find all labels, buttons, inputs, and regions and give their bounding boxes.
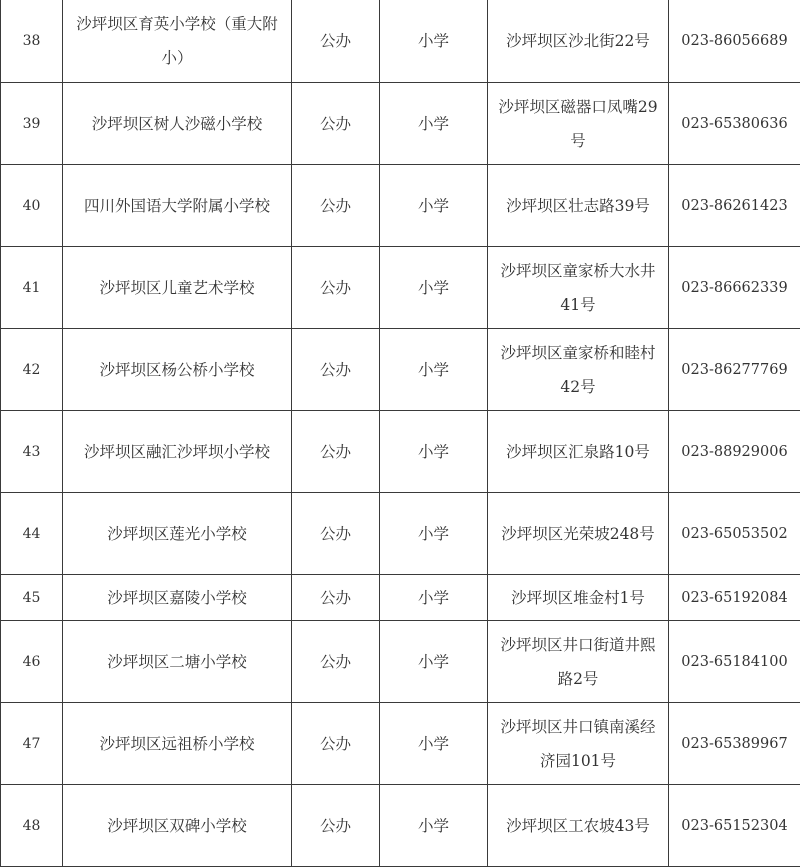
table-row <box>1 411 800 493</box>
school-name: 沙坪坝区育英小学校（重大附小） <box>63 0 292 83</box>
table-row <box>1 247 800 329</box>
table-row <box>1 165 800 247</box>
school-type: 公办 <box>292 411 380 493</box>
school-level: 小学 <box>380 329 488 411</box>
school-level: 小学 <box>380 165 488 247</box>
table-row <box>1 329 800 411</box>
school-address: 沙坪坝区工农坡43号 <box>488 785 669 867</box>
row-number: 41 <box>1 247 63 329</box>
row-number: 43 <box>1 411 63 493</box>
school-type: 公办 <box>292 83 380 165</box>
school-level: 小学 <box>380 0 488 83</box>
school-table-body <box>1 0 800 867</box>
school-type: 公办 <box>292 329 380 411</box>
school-level: 小学 <box>380 411 488 493</box>
school-level: 小学 <box>380 575 488 621</box>
school-address: 沙坪坝区童家桥和睦村42号 <box>488 329 669 411</box>
school-phone: 023-65389967 <box>669 703 800 785</box>
school-phone: 023-65184100 <box>669 621 800 703</box>
school-type: 公办 <box>292 621 380 703</box>
school-name: 沙坪坝区莲光小学校 <box>63 493 292 575</box>
school-phone: 023-86261423 <box>669 165 800 247</box>
row-number: 46 <box>1 621 63 703</box>
school-level: 小学 <box>380 703 488 785</box>
row-number: 38 <box>1 0 63 83</box>
school-level: 小学 <box>380 785 488 867</box>
school-phone: 023-86662339 <box>669 247 800 329</box>
school-address: 沙坪坝区磁器口凤嘴29号 <box>488 83 669 165</box>
school-address: 沙坪坝区壮志路39号 <box>488 165 669 247</box>
school-address: 沙坪坝区井口街道井熙路2号 <box>488 621 669 703</box>
school-level: 小学 <box>380 247 488 329</box>
school-name: 沙坪坝区杨公桥小学校 <box>63 329 292 411</box>
row-number: 42 <box>1 329 63 411</box>
table-row <box>1 83 800 165</box>
school-name: 四川外国语大学附属小学校 <box>63 165 292 247</box>
school-name: 沙坪坝区嘉陵小学校 <box>63 575 292 621</box>
school-phone: 023-65192084 <box>669 575 800 621</box>
school-type: 公办 <box>292 0 380 83</box>
row-number: 45 <box>1 575 63 621</box>
school-address: 沙坪坝区井口镇南溪经济园101号 <box>488 703 669 785</box>
table-row <box>1 575 800 621</box>
school-phone: 023-86277769 <box>669 329 800 411</box>
table-row <box>1 703 800 785</box>
school-address: 沙坪坝区堆金村1号 <box>488 575 669 621</box>
school-address: 沙坪坝区沙北街22号 <box>488 0 669 83</box>
table-row <box>1 785 800 867</box>
school-name: 沙坪坝区二塘小学校 <box>63 621 292 703</box>
table-row <box>1 493 800 575</box>
school-type: 公办 <box>292 165 380 247</box>
school-level: 小学 <box>380 493 488 575</box>
school-address: 沙坪坝区汇泉路10号 <box>488 411 669 493</box>
school-phone: 023-65380636 <box>669 83 800 165</box>
table-row <box>1 0 800 83</box>
school-type: 公办 <box>292 575 380 621</box>
school-phone: 023-88929006 <box>669 411 800 493</box>
row-number: 48 <box>1 785 63 867</box>
school-level: 小学 <box>380 621 488 703</box>
school-name: 沙坪坝区远祖桥小学校 <box>63 703 292 785</box>
school-address: 沙坪坝区光荣坡248号 <box>488 493 669 575</box>
school-type: 公办 <box>292 785 380 867</box>
school-phone: 023-65152304 <box>669 785 800 867</box>
school-type: 公办 <box>292 247 380 329</box>
school-type: 公办 <box>292 493 380 575</box>
school-type: 公办 <box>292 703 380 785</box>
school-phone: 023-65053502 <box>669 493 800 575</box>
school-name: 沙坪坝区融汇沙坪坝小学校 <box>63 411 292 493</box>
table-row <box>1 621 800 703</box>
row-number: 44 <box>1 493 63 575</box>
school-phone: 023-86056689 <box>669 0 800 83</box>
row-number: 39 <box>1 83 63 165</box>
school-name: 沙坪坝区双碑小学校 <box>63 785 292 867</box>
school-name: 沙坪坝区树人沙磁小学校 <box>63 83 292 165</box>
school-level: 小学 <box>380 83 488 165</box>
row-number: 40 <box>1 165 63 247</box>
school-name: 沙坪坝区儿童艺术学校 <box>63 247 292 329</box>
school-address: 沙坪坝区童家桥大水井41号 <box>488 247 669 329</box>
row-number: 47 <box>1 703 63 785</box>
